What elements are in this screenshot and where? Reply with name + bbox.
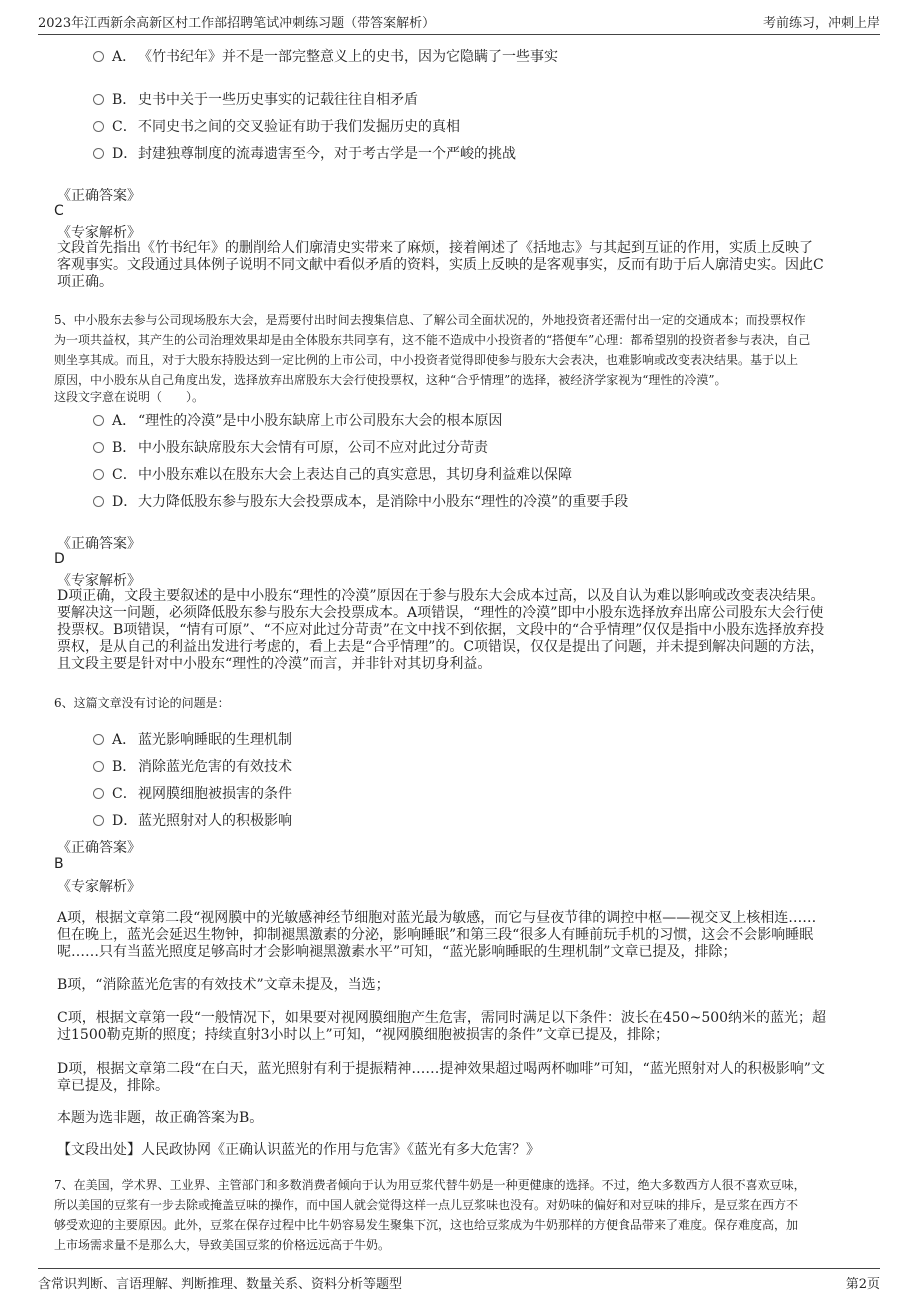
q6-option-d[interactable]: D．蓝光照射对人的积极影响 (93, 810, 292, 830)
header-slogan: 考前练习，冲刺上岸 (762, 16, 880, 31)
q6-answer-label: 《正确答案》 (57, 840, 141, 856)
q6-conclusion: 本题为选非题，故正确答案为B。 (57, 1110, 264, 1126)
q6-analysis-c: C项，根据文章第一段“一般情况下，如果要对视网膜细胞产生危害，需同时满足以下条件：波长在450~500纳米的蓝光；超 过1500勒克斯的照度；持续直射3小时以上”可知，“视网膜细胞被损害的条件”文章已提及，排除； (57, 1010, 827, 1043)
q4-option-c[interactable]: C．不同史书之间的交叉验证有助于我们发掘历史的真相 (93, 116, 460, 136)
q4-analysis-label: 《专家解析》 (57, 225, 141, 241)
q6-option-c[interactable]: C．视网膜细胞被损害的条件 (93, 783, 292, 803)
q5-option-b[interactable]: B． 中小股东缺席股东大会情有可原，公司不应对此过分苛责 (93, 437, 488, 457)
radio-icon[interactable] (93, 415, 104, 426)
q4-answer: C (54, 203, 64, 219)
q6-analysis-label: 《专家解析》 (57, 879, 141, 895)
q4-analysis: 文段首先指出《竹书纪年》的删削给人们廓清史实带来了麻烦，接着阐述了《括地志》与其起到互证的作用，实质上反映了 客观事实。文段通过具体例子说明不同文献中看似矛盾的资料，实质上反映的是客观事实，反而有助于后人廓清史实。因此C 项正确。 (57, 240, 824, 290)
q4-option-d[interactable]: D．封建独尊制度的流毒遗害至今，对于考古学是一个严峻的挑战 (93, 143, 516, 163)
radio-icon[interactable] (93, 469, 104, 480)
radio-icon[interactable] (93, 94, 104, 105)
page-header (38, 8, 880, 35)
q4-option-a[interactable]: A． 《竹书纪年》并不是一部完整意义上的史书，因为它隐瞒了一些事实 (93, 46, 558, 66)
q7-stem: 7、在美国，学术界、工业界、主管部门和多数消费者倾向于认为用豆浆代替牛奶是一种更健康的选择。不过，绝大多数西方人很不喜欢豆味， 所以美国的豆浆有一步去除或掩盖豆味的操作，而中国人就会觉得这样一点儿豆浆味也没有。对奶味的偏好和对豆味的排斥，是豆浆在西方不 够受欢迎的主要原因。此外，豆浆在保存过程中比牛奶容易发生聚集下沉，这也给豆浆成为牛奶那样的方便食品带来了难度。保存难度高，加 上市场需求量不是那么大，导致美国豆浆的价格远远高于牛奶。 (54, 1178, 806, 1252)
radio-icon[interactable] (93, 788, 104, 799)
page-number: 第2页 (845, 1277, 880, 1292)
q5-analysis: D项正确，文段主要叙述的是中小股东“理性的冷漠”原因在于参与股东大会成本过高，以及自认为难以影响或改变表决结果。 要解决这一问题，必须降低股东参与股东大会投票成本。A项错误，“理性的冷漠”即中小股东选择放弃出席公司股东大会行使 投票权。B项错误，“情有可原”、“不应对此过分苛责”在文中找不到依据，文段中的“合乎情理”仅仅是指中小股东选择放弃投 票权，是从自己的利益出发进行考虑的，看上去是“合乎情理”的。C项错误，仅仅是提出了问题，并未提到解决问题的方法， 且文段主要是针对中小股东“理性的冷漠”而言，并非针对其切身利益。 (57, 588, 825, 672)
q6-analysis-a: A项，根据文章第二段“视网膜中的光敏感神经节细胞对蓝光最为敏感，而它与昼夜节律的调控中枢——视交叉上核相连…… 但在晚上，蓝光会延迟生物钟，抑制褪黑激素的分泌，影响睡眠”和第三段“很多人有睡前玩手机的习惯，这会不会影响睡眠 呢……只有当蓝光照度足够高时才会影响褪黑激素水平”可知，“蓝光影响睡眠的生理机制”文章已提及，排除； (57, 910, 817, 960)
radio-icon[interactable] (93, 815, 104, 826)
radio-icon[interactable] (93, 148, 104, 159)
radio-icon[interactable] (93, 496, 104, 507)
radio-icon[interactable] (93, 121, 104, 132)
document-title: 2023年江西新余高新区村工作部招聘笔试冲刺练习题（带答案解析） (38, 16, 436, 31)
q5-stem: 5、中小股东去参与公司现场股东大会，是焉要付出时间去搜集信息、了解公司全面状况的，外地投资者还需付出一定的交通成本；而投票权作 为一项共益权，其产生的公司治理效果却是由全体股东共同享有，这不能不造成中小投资者的“搭便车”心理：都希望别的投资者参与表决，自己 则坐享其成。而且，对于大股东持股达到一定比例的上市公司，中小投资者觉得即使参与股东大会表决，也难影响或改变表决结果。基于以上 原因，中小股东从自己角度出发，选择放弃出席股东大会行使投票权，这种“合乎情理”的选择，被经济学家视为“理性的冷漠”。 这段文字意在说明（ ）。 (54, 313, 811, 404)
q6-analysis-d: D项，根据文章第二段“在白天，蓝光照射有利于提振精神……提神效果超过喝两杯咖啡”可知，“蓝光照射对人的积极影响”文 章已提及，排除。 (57, 1061, 825, 1094)
q5-option-a[interactable]: A． “理性的冷漠”是中小股东缺席上市公司股东大会的根本原因 (93, 410, 502, 430)
q6-stem: 6、这篇文章没有讨论的问题是： (54, 696, 230, 710)
q5-answer: D (54, 551, 65, 567)
q6-option-b[interactable]: B． 消除蓝光危害的有效技术 (93, 756, 292, 776)
q6-option-a[interactable]: A． 蓝光影响睡眠的生理机制 (93, 729, 292, 749)
radio-icon[interactable] (93, 442, 104, 453)
q4-option-b[interactable]: B． 史书中关于一些历史事实的记载往往自相矛盾 (93, 89, 418, 109)
q6-source: 【文段出处】人民政协网《正确认识蓝光的作用与危害》《蓝光有多大危害？》 (57, 1142, 540, 1158)
radio-icon[interactable] (93, 761, 104, 772)
q6-analysis-b: B项，“消除蓝光危害的有效技术”文章未提及，当选； (57, 977, 390, 993)
radio-icon[interactable] (93, 51, 104, 62)
q5-option-d[interactable]: D．大力降低股东参与股东大会投票成本，是消除中小股东“理性的冷漠”的重要手段 (93, 491, 628, 511)
q5-answer-label: 《正确答案》 (57, 536, 141, 552)
page-footer (38, 1268, 880, 1293)
q5-analysis-label: 《专家解析》 (57, 573, 141, 589)
q4-answer-label: 《正确答案》 (57, 188, 141, 204)
radio-icon[interactable] (93, 734, 104, 745)
q5-option-c[interactable]: C．中小股东难以在股东大会上表达自己的真实意思，其切身利益难以保障 (93, 464, 572, 484)
q6-answer: B (54, 856, 64, 872)
footer-description: 含常识判断、言语理解、判断推理、数量关系、资料分析等题型 (38, 1277, 403, 1292)
